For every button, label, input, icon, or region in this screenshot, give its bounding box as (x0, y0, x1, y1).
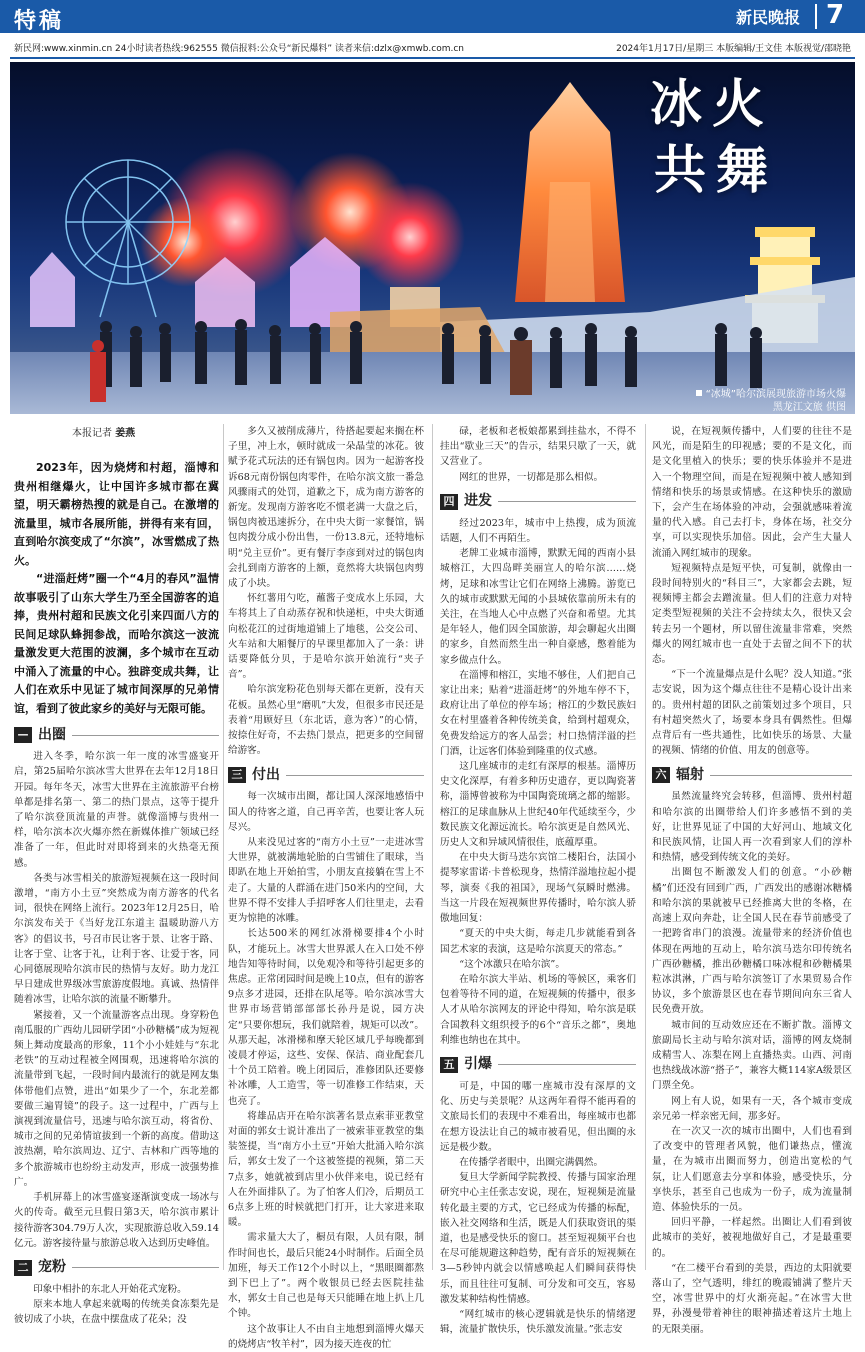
body-paragraph: 将雄品店开在哈尔滨著名景点索菲亚教堂对面的郭女士说计准出了一被索菲亚教堂的集装签提，当“南方小土豆”开始大批涌入哈尔滨后，郭女士发了一个这被签提的视频，第二天7点多，她就被到店里小伙伴来电，说已经有人在外面排队了。为了怕客人们冷，后期员工6点多上班的时候就把门打开，让大家进来取暖。 (228, 1110, 424, 1229)
header-rule (10, 57, 855, 59)
section-title: 付出 (252, 766, 280, 783)
body-paragraph: 城市间的互动效应还在不断扩散。淄博文旅副局长主动与哈尔滨对话，淄博的网友烧制成精雪人、冻梨在网上直播热卖。山西、河南也热线战冰游“搭子”，兼容大概114家A级景区门票全免。 (652, 1019, 852, 1092)
column-divider (223, 424, 224, 1270)
body-paragraph: 经过2023年，城市中上热搜，成为顶流话题，人们不再陌生。 (440, 517, 636, 545)
body-paragraph: 进入冬季，哈尔滨一年一度的冰雪盛宴开启，第25届哈尔滨冰雪大世界在去年12月18日开园。每年冬天，冰雪大世界在主流旅游平台榜单都是排名第一、第二的热门景点，这等于提升了哈尔滨登顶流量的声誉。就像淄博与贵州一样，哈尔滨本次火爆亦然在新媒体推广领域已经准备了一年，但此时对即将到来的火热毫无预感。 (14, 751, 219, 869)
body-paragraph: 短视频特点是短平快，可复制，就像由一段时间特别火的“科目三”，大家都会去跳，短视频博主都会去蹭流量。但人们的注意力对特定类型短视频的关注不会持续太久，很快又会转去另一个题材，所以留住流量非常难，突然爆火的网红城市也一直处于去留之间不下的状态。 (652, 562, 852, 666)
body-paragraph: 在淄博和榕江，实地不够住，人们把自己家让出来；贴着“进淄赶烤”的外地车停不下，政府让出了单位的停车场；榕江的少数民族妇女在村里盛着各种传统美食，给到村超观众，免费发给远方的客人品尝；村口热情洋溢的拦门酒，让远客们体验到隆重的仪式感。 (440, 669, 636, 757)
body-paragraph: 原来本地人拿起来就喝的传统美食冻梨先是彼切成了小块，在盘中摆盘成了花朵；没 (14, 1299, 219, 1326)
hero-headline (650, 72, 850, 204)
article-column-2 (228, 424, 424, 1352)
body-paragraph: 怀红薯用勺吃，蘸酱子变成水上乐园，大车将其上了自动蒸存祝和快递柜，中央大街通向松花江的过街地道铺上了地毯，公交公司、火车站和大厢餐厅的早课里都加入了一条：讲话要降低分贝，于是哈尔滨开始流行“夹子音”。 (228, 593, 424, 681)
photo-caption (646, 388, 846, 414)
section-rule (498, 1064, 636, 1065)
lead-paragraphs (14, 459, 219, 718)
byline-prefix: 本报记者 (72, 428, 112, 439)
article-column-3 (440, 424, 636, 1337)
photo-credit: 黑龙江文旅 供图 (772, 402, 846, 413)
body-paragraph: 在哈尔滨大半站、机场的等候区，乘客们包着等待不同的道，在短视频的传播中，很多人才从哈尔滨网友的评论中得知，哈尔滨是联合国教科文组织授予的6个“音乐之都”，奥地利维也纳也在其中。 (440, 973, 636, 1046)
section-number: 六 (652, 767, 670, 783)
body-paragraph: “夏天的中央大街，每走几步就能看到各国艺术家的表演，这是哈尔滨夏天的常态。” (440, 928, 636, 955)
section-number: 五 (440, 1057, 458, 1073)
body-paragraph: 长达500米的网红冰滑梯要排4个小时队，才能玩上。冰雪大世界派人在入口处不停地告知等待时间，以免观冷和等待引起更多的焦虑。正常闭园时间是晚上10点，但有的游客9点多才进园，还排在队尾等。哈尔滨冰雪大世界市场营销部部部长孙丹是说，园方决定“只要你想玩，我们就陪着，规矩可以改”。从那天起，冰滑梯和摩天轮区域几乎每晚都到凌晨才停运，这些、安保、保洁、商业配套几十个员工陪着。晚上闭园后，准修团队还要修补冰雕，人工造雪，等一切准修工作结束，天也亮了。 (228, 928, 424, 1107)
paper-name: 新民晚报 (736, 8, 801, 27)
body-paragraph: 老牌工业城市淄博，默默无闻的西南小县城榕江，大四岛畔美丽宣人的哈尔滨……烧烤，足球和冰雪让它们在网络上沸腾。游览已久的城市或默默无闻的小县城依靠前所未有的关注，在当地人心中点燃了兴奋和希望。尤其是年轻人，他们因全国旅游，却会聊起火出圈的家乡，自然而然生出一种自豪感，憋着能为家乡做点什么。 (440, 548, 636, 666)
body-paragraph: 印象中相扑的东北人开始花式宠粉。 (33, 1283, 187, 1295)
headline-line-2: 共舞 (654, 141, 779, 201)
column-divider (432, 424, 433, 1270)
body-paragraph: 哈尔滨宠粉花色别每天都在更新，没有天花板。虽然心里“磨叽”大发，但很多市民还是表着“用顾好旦（东北话，意为客）”的心情，按捺住好奇，不去热门景点，把更多的空间留给游客。 (228, 684, 424, 757)
section-heading (440, 1054, 636, 1076)
byline-author: 姜燕 (115, 428, 136, 439)
body-paragraph: “网红城市的核心逻辑就是快乐的情绪逻辑，流量扩散快乐，快乐激发流量。”张志安 (440, 1308, 636, 1336)
body-paragraph: 这个故事让人不由自主地想到淄博火爆天的烧烤店“牧羊村”，因为接天连夜的忙 (228, 1323, 424, 1350)
contact-info: 新民网:www.xinmin.cn 24小时读者热线:962555 微信报料:公众号“新民爆料” 读者来信:dzlx@xmwb.com.cn (14, 44, 465, 54)
body-paragraph: 每一次城市出圈，都让国人深深地感悟中国人的待客之道，自己再辛苦，也要让客人玩尽兴。 (228, 791, 424, 833)
section-title: 引爆 (464, 1056, 492, 1073)
hero-photo (10, 62, 855, 414)
page-number: 7 (826, 0, 845, 30)
headline-line-1: 冰火 (650, 75, 775, 135)
section-title: 进发 (464, 493, 492, 510)
body-paragraph: “在二楼平台看到的美景，西边的太阳就要落山了，空气透明，绯红的晚霞铺满了整片天空，冰雪世界中的灯火渐亮起。”在冰雪大世界，孙漫曼带着神往的眼神描述着这片土地上的无限美丽。 (652, 1262, 852, 1335)
section-heading (228, 764, 424, 786)
body-paragraph: 可是，中国的哪一座城市没有深厚的文化、历史与美景呢？从这两年看得不能再看的文旅局长们的表现中不难看出，每座城市也都在想方设法让自己的城市被看见，但出圈的永远是极少数。 (440, 1080, 636, 1153)
body-paragraph: 出圈包不断激发人们的创意。“小砂糖橘”们还没有回到广西，广西发出的感谢冰糖橘和哈尔滨的果就被早已经推离大世的冬格，在高速上双向奔赴，让全国人民在春节前感受了一把跨省串门的浪漫。流量带来的经济价值也体现在两地的互动上，哈尔滨马迭尔印传统名广西砂糖橘，推出砂糖橘口味冰棍和砂糖橘果粒冰淇淋，广西与哈尔滨签订了水果贸易合作协议，多个旅游景区也在春节期间向东三省人民免费开放。 (652, 867, 852, 1016)
section-rule (498, 501, 636, 502)
body-paragraph: 这几座城市的走红有深厚的根基。淄博历史文化深厚，有着多种历史遗存，更以陶瓷著称，淄博曾被称为中国陶瓷琉璃之都的缩影。榕江的足球血脉从上世纪40年代延续至今，少数民族文化源远流长。哈尔滨更是自然风光、历史人文和异域风情很佳，底蕴厚重。 (440, 761, 636, 849)
section-heading (14, 1257, 219, 1279)
body-paragraph: 在中央大街马迭尔宾馆二楼阳台，法国小提琴家雷诺·卡普松现身，热情洋溢地拉起小提琴，演奏《我的祖国》，现场气氛瞬时燃沸。当这一片段在短视频世界传播时，哈尔滨人骄傲地回复： (440, 852, 636, 925)
section-rule (72, 1267, 219, 1268)
section-rule (286, 775, 424, 776)
section-title: 宠粉 (38, 1259, 66, 1276)
section-number: — (14, 727, 32, 743)
lead-paragraph: 2023年，因为烧烤和村超，淄博和贵州相继爆火，让中国许多城市都在冀望，明天霸榜热搜的就是自己。在激增的流量里，城市各展所能，拼得有来有回，直到哈尔滨变成了“尔滨”，冰雪燃成了热火。 (14, 461, 219, 567)
body-paragraph: 复旦大学新闻学院教授、传播与国家治理研究中心主任张志安说，现在，短视频是流量转化最主要的方式，它已经成为传播的标配，嵌入社交网络和生活，既是人们获取资讯的渠道，也是感受快乐的窗口。甚至短视频平台也在尽可能规避这种趋势，配有音乐的短视频在3—5秒钟内就会以情感唤起人们瞬间获得快乐，而且往往可复制、可分发和可交互，容易激发某种结构性情感。 (440, 1172, 636, 1305)
body-paragraph: 紧接着，又一个流量游客点出现。身穿粉色南瓜服的广西幼儿园研学团“小砂糖橘”成为短视频上舞动度最高的形象，11个小小娃娃与“东北老铁”的互动过程被全网围观，迅速将哈尔滨的流量带到飞起，一段时间内最流行的就是网友集体带他们点赞，进出“如果少了一个，东北差都要做三遍胃镜”的段子。这一过程中，广西与上演视到流量信号，迅速与哈尔滨互动，将省份、城市之间的兄弟情谊拔到一个新的高度。借助这波热潮，哈尔滨周边、辽宁、吉林和广西等地的多个旅游城市也纷纷主动发声，形成一波强势推广。 (14, 1009, 219, 1188)
body-paragraph: 从来没见过客的“南方小土豆”一走进冰雪大世界，就被满地轮胎的白雪铺住了眼球，当即趴在地上开始拍雪，小朋友直接躺在雪上不走了。大量的人群涌在进门50米内的空间，大世界不得不安排人手招呼客人们往里走，去看更为惊艳的冰雕。 (228, 837, 424, 925)
section-rule (72, 735, 219, 736)
info-bar (0, 38, 865, 56)
body-paragraph: 网上有人说，如果有一天，各个城市变成亲兄弟一样亲密无间，那多好。 (652, 1095, 852, 1122)
body-paragraph: “这个冰激只在哈尔滨”。 (459, 958, 565, 970)
body-paragraph: 在一次又一次的城市出圈中，人们也看到了改变中的管理者风貌，他们谦热点，懂流量，在为城市出圈而努力，创造出宽松的气氛，让人们愿意去分享和体验，感受快乐，分享快乐，甚至自己也成为一份子，成为流量制造、体验快乐的一员。 (652, 1125, 852, 1213)
byline (72, 426, 219, 441)
section-title: 辐射 (676, 766, 704, 783)
section-title: 出圈 (38, 726, 66, 743)
body-paragraph: 网红的世界，一切都是那么相似。 (459, 471, 604, 483)
firework (355, 182, 465, 292)
section-heading (14, 724, 219, 746)
body-paragraph: 说，在短视频传播中，人们要的往往不是风光，而是陌生的印视感；要的不是文化，而是文化里植入的快乐；要的快乐体验并不是进入一个物理空间，而是在短视频中被人感知到情绪和快乐的场景或情感。在这种快乐的激励下，会产生在场体验的冲动，会强就感味着流量的代入感。自己去打卡，身体在场，社交分享，可以实现快乐加倍。因此，会产生大量人流涌入网红城市的现象。 (652, 426, 852, 559)
body-paragraph: 回归平静，一样起然。出圈让人们看到彼此城市的美好，被视地做好自己，才是最重要的。 (652, 1217, 852, 1259)
section-heading (652, 764, 852, 786)
section-name: 特稿 (14, 9, 65, 34)
masthead-divider (815, 4, 817, 29)
article-column-1 (14, 424, 219, 1328)
body-paragraph: “下一个流量爆点是什么呢？没人知道。”张志安说，因为这个爆点往往不是精心设计出来的。贵州村超的团队之前策划过多个项目，只有村超突然火了，场要本身具有偶然性。但爆点背后有一些共通性，比如快乐的场景、大量的视频、情绪的价值、用友的创意等。 (652, 669, 852, 757)
body-paragraph: 在传播学者眼中，出圈完满偶然。 (459, 1156, 604, 1168)
body-paragraph: 需求量大大了，橱员有限，人员有限，制作时间也长，最后只能24小时制作。后面全员加班，每天工作12个小时以上，“黑眼圈都熬到下巴上了”。两个收银员已经去医院挂盐水，郭女士自己也是每天只能睡在地上扒上几个钟。 (228, 1232, 424, 1320)
section-heading (440, 491, 636, 513)
section-number: 三 (228, 767, 246, 783)
body-paragraph: 手机屏幕上的冰雪盛宴逐渐演变成一场冰与火的传奇。截至元旦假日第3天，哈尔滨市累计接待游客304.79万人次，实现旅游总收入59.14亿元。游客接待量与旅游总收入达到历史峰值。 (14, 1192, 219, 1249)
column-divider (645, 424, 646, 1270)
body-paragraph: 碌，老板和老板娘都累到挂盐水，不得不挂出“歇业三天”的告示，结果只歇了一天，就又营业了。 (440, 426, 636, 468)
body-paragraph: 各类与冰雪相关的旅游短视频在这一段时间激增，“南方小土豆”突然成为南方游客的代名词，很快在网络上流行。2023年12月25日，哈尔滨发布关于《当好龙江东道主 温暖助游八方客》的倡议书，号召市民让客于景、让客于路、让客于堂、让客于礼，让利于客、让爱于客，同心同德展现哈尔滨市民的热情与友好。助力龙江早日建成世界级冰雪旅游度假地。真诚、热情伴随着冰雪，让哈尔滨的流量不断攀升。 (14, 872, 219, 1006)
body-paragraph: 虽然流量终究会转移，但淄博、贵州村超和哈尔滨的出圈带给人们许多感悟不到的美好，让世界见证了中国的大好河山、地域文化和民族风情，让国人再一次看到家人们的淳朴和热情，感受到传统文化的美好。 (652, 791, 852, 864)
section-rule (710, 775, 852, 776)
masthead (0, 0, 865, 33)
article-column-4 (652, 424, 852, 1337)
section-number: 二 (14, 1260, 32, 1276)
issue-info: 2024年1月17日/星期三 本版编辑/王文佳 本版视觉/邵晓艳 (616, 44, 851, 54)
lead-paragraph: “进淄赶烤”圈一个“4月的春风”温情故事吸引了山东大学生乃至全国游客的追捧，贵州村超和民族文化引来四面八方的民间足球队蜂拥参战，而哈尔滨这一波流量激发更大范围的波澜，多个城市在互动中涌入了流量的中心。独辟变成共舞，让人们在欢乐中见证了城市间深厚的兄弟情谊，看到了彼此家乡的美好与无限可能。 (14, 572, 219, 715)
body-paragraph: 多久又被削成薄片，待搭起要起来搁在杯子里，冲上水，顿时就成一朵晶莹的冰花。彼赋予花式玩法的还有锅包肉。因为一起游客投诉68元南份锅包肉零件，在哈尔滨文旅一番急风骤雨式的处罚，道歉之下，成为南方游客的新宠。发现南方游客吃不惯老满一大盘之后，锅包肉被迅速拆分，在中央大街一家餐馆，锅包肉拨分成小份出售，一份13.8元，还特地标明“兑主豆价”。更有餐厅李彦到对过的锅包肉会扎到南方游客的上额，竟然将大块锅包肉剪成了小块。 (228, 426, 424, 590)
section-number: 四 (440, 494, 458, 510)
caption-text: “冰城”哈尔滨展现旅游市场火爆 (705, 389, 846, 400)
caption-marker-icon (696, 390, 702, 396)
